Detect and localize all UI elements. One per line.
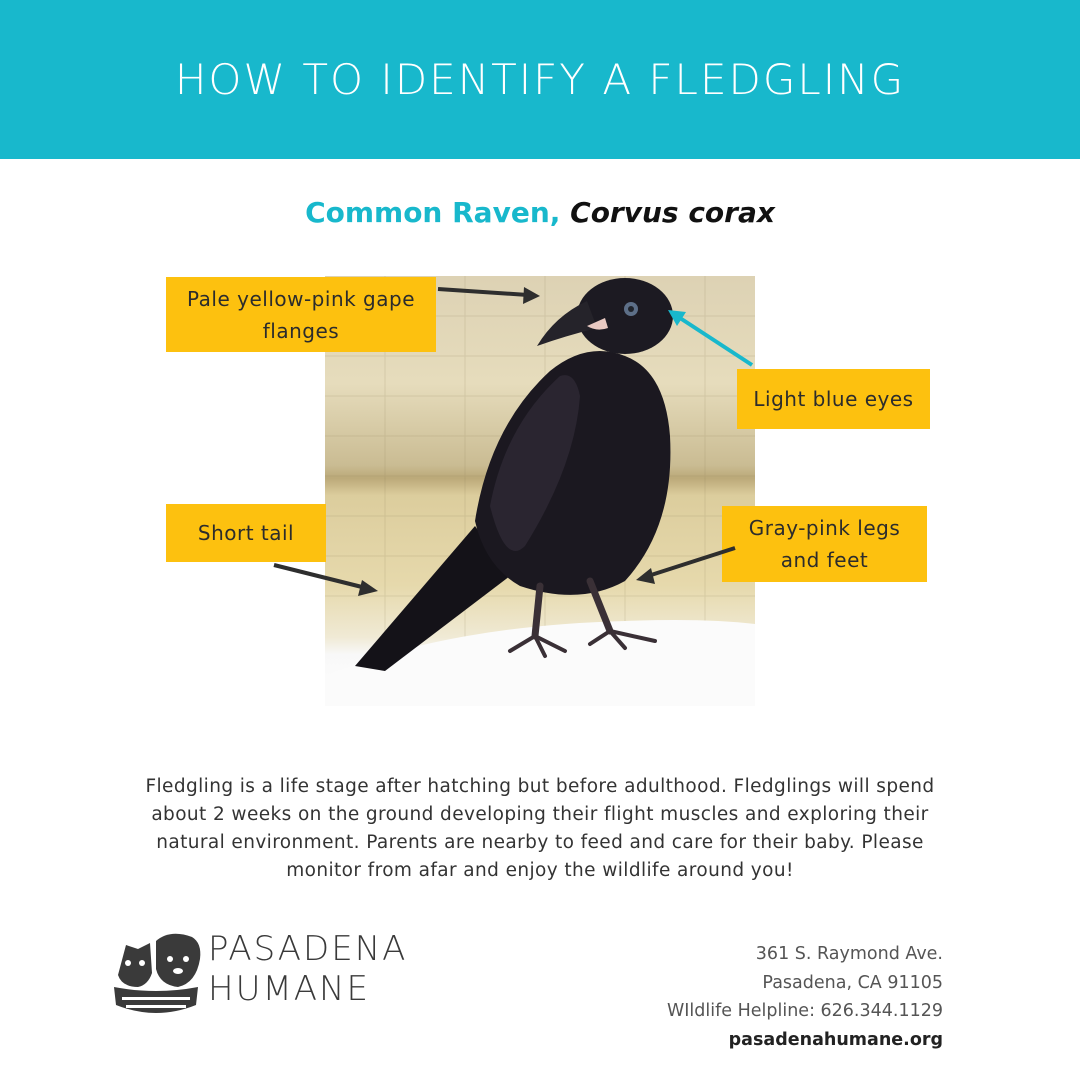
label-gape-flanges: Pale yellow-pink gape flanges [166, 277, 436, 352]
label-tail: Short tail [166, 504, 326, 562]
logo-wordmark [208, 929, 407, 1009]
logo-line-2: HUMANE [208, 969, 370, 1009]
species-common-name: Common Raven, [305, 196, 561, 229]
pasadena-humane-logo [108, 925, 438, 1020]
label-eyes: Light blue eyes [737, 369, 930, 429]
contact-helpline: WIldlife Helpline: 626.344.1129 [666, 1001, 943, 1021]
logo-line-1: PASADENA [208, 929, 408, 969]
header-banner [0, 0, 1080, 159]
contact-block [667, 940, 943, 1054]
cat-dog-hand-icon [108, 925, 204, 1020]
contact-address: 361 S. Raymond Ave. [755, 944, 943, 964]
description-paragraph: Fledgling is a life stage after hatching but before adulthood. Fledglings will spend about 2 weeks on the ground developing their flight muscles and exploring their natural environment. Parents are nearby to feed and care for their baby. Please monitor from afar and enjoy the wildlife around you! [145, 776, 935, 881]
page-title: HOW TO IDENTIFY A FLEDGLING [174, 55, 906, 104]
label-legs: Gray-pink legs and feet [722, 506, 927, 582]
contact-city: Pasadena, CA 91105 [762, 972, 943, 993]
species-heading [0, 196, 1080, 229]
contact-website-link[interactable]: pasadenahumane.org [728, 1029, 943, 1050]
species-scientific-name: Corvus corax [570, 196, 775, 229]
